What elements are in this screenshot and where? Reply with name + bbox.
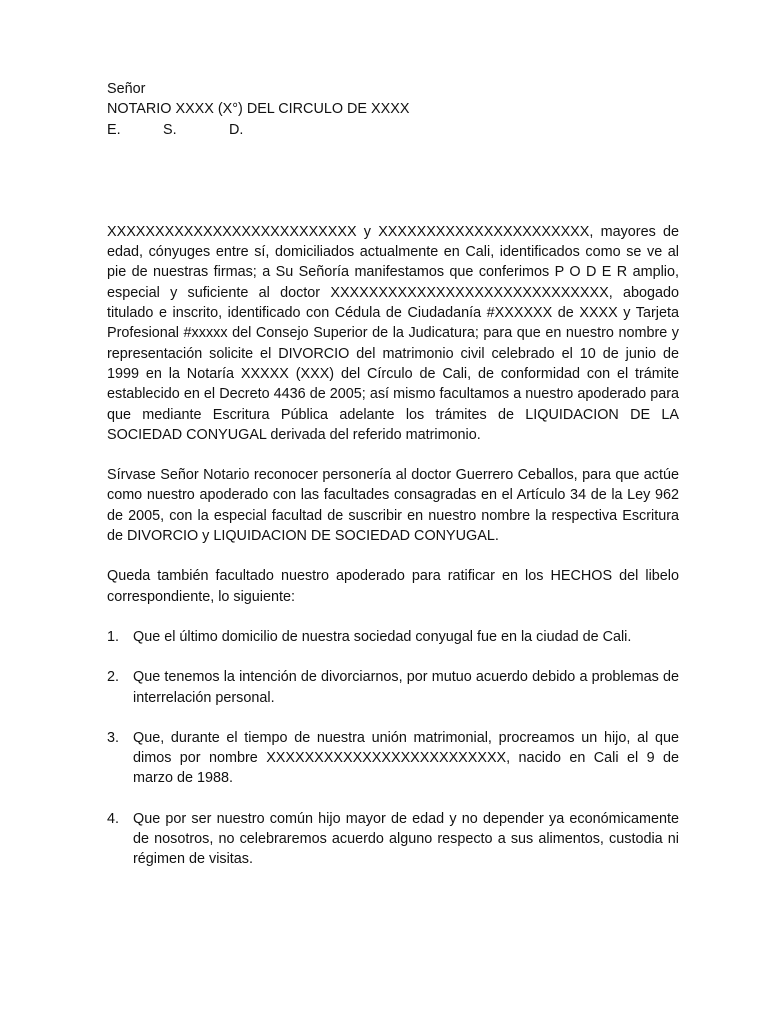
- list-item-number: 2.: [107, 669, 120, 686]
- esd-d: D.: [229, 121, 244, 138]
- esd-s: S.: [163, 121, 177, 138]
- list-item-number: 1.: [107, 628, 120, 645]
- esd-e: E.: [107, 121, 121, 138]
- document-page: [107, 79, 679, 890]
- list-item-text: Que el último domicilio de nuestra sociedad conyugal fue en la ciudad de Cali.: [133, 628, 632, 645]
- notary-recipient: NOTARIO XXXX (X°) DEL CIRCULO DE XXXX: [107, 101, 410, 118]
- list-item: [107, 809, 679, 870]
- list-item-number: 4.: [107, 810, 120, 827]
- facts-list: [107, 627, 679, 870]
- addressee-block: [107, 79, 679, 140]
- list-item-number: 3.: [107, 729, 120, 746]
- esd-line: [107, 120, 679, 140]
- list-item: [107, 627, 679, 647]
- list-item-text: Que por ser nuestro común hijo mayor de edad y no depender ya económicamente de nosotros, no celebraremos acuerdo alguno respecto a sus alimentos, custodia ni régimen de visitas.: [133, 810, 679, 868]
- list-item: [107, 728, 679, 789]
- document-body: [107, 222, 679, 870]
- paragraph-power-of-attorney: XXXXXXXXXXXXXXXXXXXXXXXXXX y XXXXXXXXXXXXXXXXXXXXXX, mayores de edad, cónyuges entre sí, domiciliados actualmente en Cali, identificados como se ve al pie de nuestras firmas; a Su Señoría manifestamos que conferimos P O D E R amplio, especial y suficiente al doctor XXXXXXXXXXXXXXXXXXXXXXXXXXXXX, abogado titulado e inscrito, identificado con Cédula de Ciudadanía #XXXXXX de XXXX y Tarjeta Profesional #xxxxx del Consejo Superior de la Judicatura; para que en nuestro nombre y representación solicite el DIVORCIO del matrimonio civil celebrado el 10 de junio de 1999 en la Notaría XXXXX (XXX) del Círculo de Cali, de conformidad con el trámite establecido en el Decreto 4436 de 2005; así mismo facultamos a nuestro apoderado para que mediante Escritura Pública adelante los trámites de LIQUIDACION DE LA SOCIEDAD CONYUGAL derivada del referido matrimonio.: [107, 223, 679, 443]
- list-item: [107, 667, 679, 708]
- list-item-text: Que, durante el tiempo de nuestra unión matrimonial, procreamos un hijo, al que dimos por nombre XXXXXXXXXXXXXXXXXXXXXXXXX, nacido en Cali el 9 de marzo de 1988.: [133, 729, 679, 787]
- list-item-text: Que tenemos la intención de divorciarnos, por mutuo acuerdo debido a problemas de interrelación personal.: [133, 669, 679, 706]
- salutation: Señor: [107, 81, 146, 97]
- paragraph-facts-intro: Queda también facultado nuestro apoderado para ratificar en los HECHOS del libelo correspondiente, lo siguiente:: [107, 568, 679, 605]
- paragraph-request: Sírvase Señor Notario reconocer personería al doctor Guerrero Ceballos, para que actúe como nuestro apoderado con las facultades consagradas en el Artículo 34 de la Ley 962 de 2005, con la especial facultad de suscribir en nuestro nombre la respectiva Escritura de DIVORCIO y LIQUIDACION DE SOCIEDAD CONYUGAL.: [107, 467, 679, 545]
